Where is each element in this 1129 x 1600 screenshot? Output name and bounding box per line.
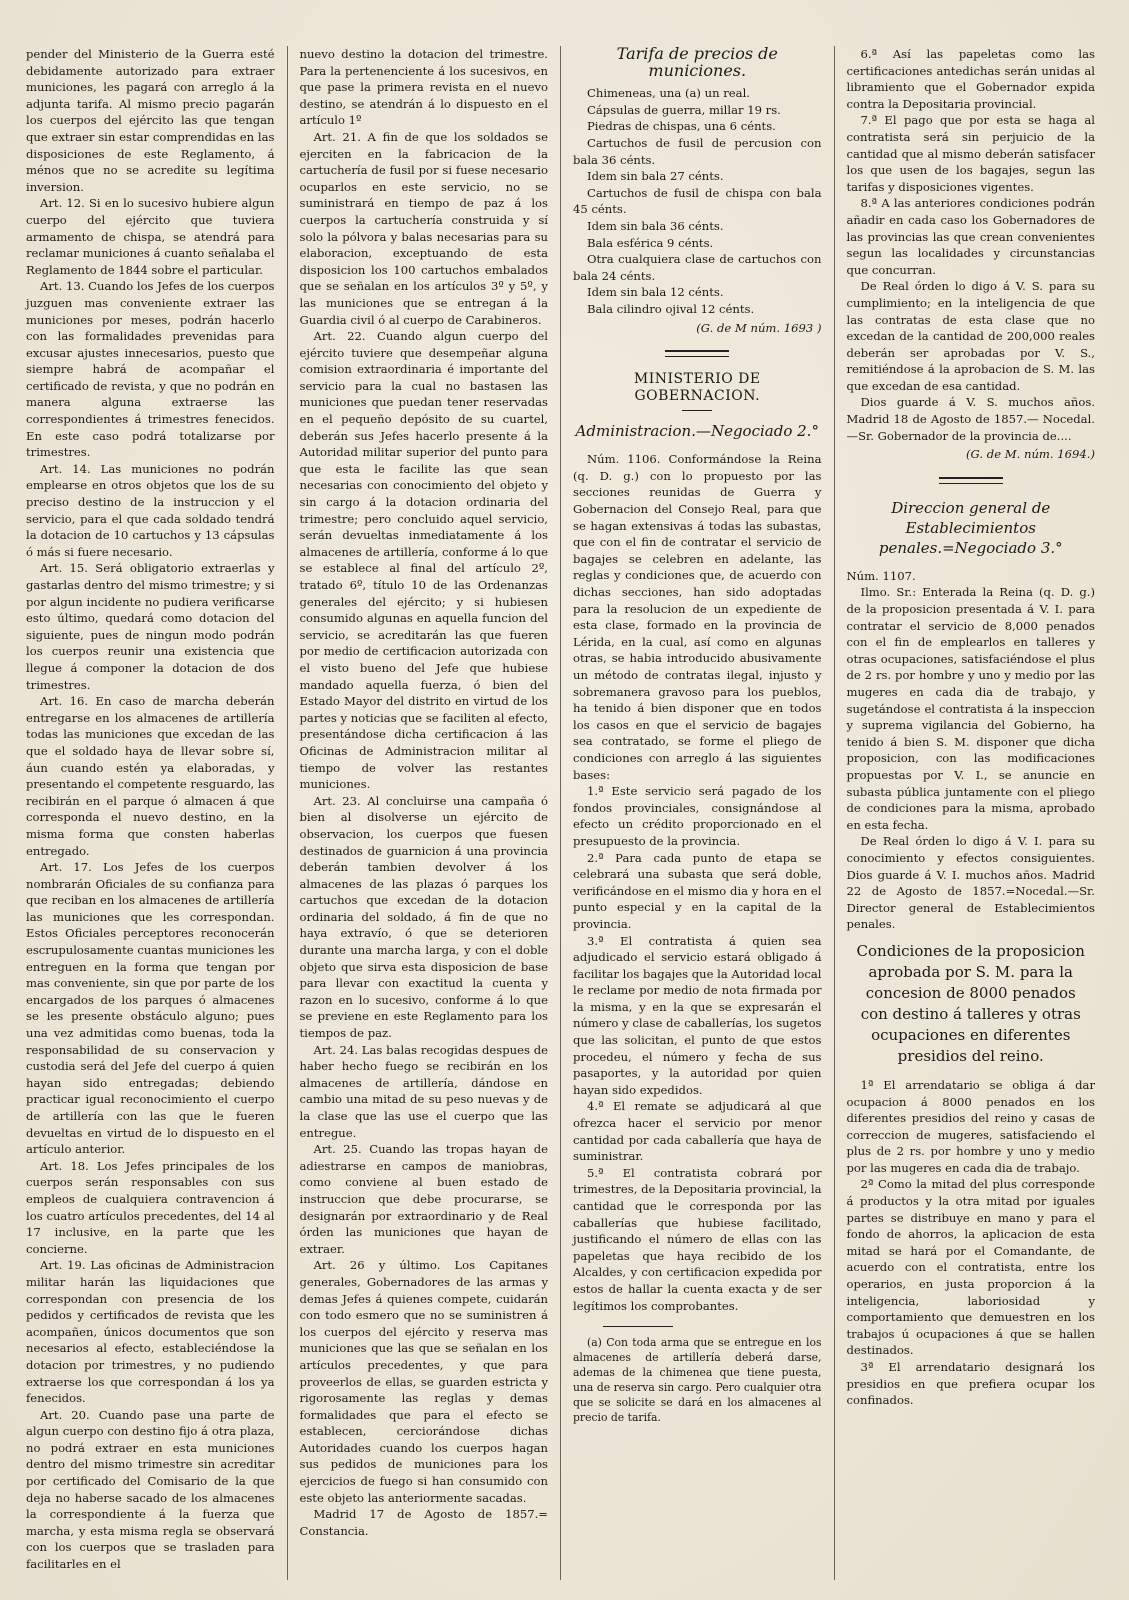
- tariff-list: [573, 85, 822, 317]
- tariff-item: Bala esférica 9 cénts.: [587, 235, 714, 250]
- article-15: Art. 15. Será obligatorio extraerlas y gastarlas dentro del mismo trimestre; y si por algun incidente no pudiera verificarse esto último, quedará como dotacion del siguiente, pues de ningun modo podrán los cuerpos reunir una existencia que llegue á componer la dotacion de dos trimestres.: [26, 561, 275, 692]
- condition-3: 3.ª El contratista á quien sea adjudicado el servicio estará obligado á facilitar los bagajes que la Autoridad local le reclame por medio de nota firmada por la misma, y en la que se expresarán el número y clase de caballerías, los sugetos que las solicitan, el punto de que estos procedeu, el número y fecha de sus pasaportes, y la autoridad por quien hayan sido expedidos.: [573, 933, 822, 1097]
- column-2: [287, 46, 561, 1580]
- column-4: [834, 46, 1108, 1580]
- article-13: Art. 13. Cuando los Jefes de los cuerpos juzguen mas conveniente extraer las municiones por meses, podrán hacerlo con las formalidades prevenidas para excusar ajustes innecesarios, puesto que siempre habrá de acompañar el certificado de revista, y que no podrán en manera alguna extraerse las correspondientes á trimestres fenecidos. En este caso podrá totalizarse por trimestres.: [26, 279, 275, 460]
- signature-date: Madrid 17 de Agosto de 1857.= Constancia.: [299, 1507, 548, 1538]
- column-3: [560, 46, 834, 1580]
- clause-1: 1ª El arrendatario se obliga á dar ocupacion á 8000 penados en los diferentes presidios del reino y casas de correccion de mugeres, satisfaciendo el plus de 2 rs. por hombre y uno y medio por las mugeres en cada dia de trabajo.: [846, 1077, 1095, 1175]
- tariff-item: Idem sin bala 36 cénts.: [587, 218, 724, 233]
- condition-6: 6.ª Así las papeletas como las certificaciones antedichas serán unidas al libramiento que el Gobernador expida contra la Depositaria provincial.: [846, 47, 1095, 111]
- tariff-item: Piedras de chispas, una 6 cénts.: [587, 119, 776, 134]
- clause-3: 3ª El arrendatario designará los presidios en que prefiera ocupar los confinados.: [846, 1360, 1095, 1408]
- paragraph: De Real órden lo digo á V. S. para su cumplimiento; en la inteligencia de que las contratas de esta clase que no excedan de la cantidad de 200,000 reales deberán ser aprobadas por V. S., remitiéndose á la aprobacion de S. M. las que excedan de esa cantidad.: [846, 279, 1095, 393]
- article-14: Art. 14. Las municiones no podrán emplearse en otros objetos que los de su preciso destino de la instruccion y el servicio, para el que cada soldado tendrá la dotacion de 10 cartuchos y 13 cápsulas ó más si fuere necesario.: [26, 461, 275, 559]
- article-22: Art. 22. Cuando algun cuerpo del ejército tuviere que desempeñar alguna comision extraordinaria é importante del servicio para la cual no bastasen las municiones que puedan tener reservadas en el pequeño depósito de su cuartel, deberán sus Jefes hacerlo presente á la Autoridad militar superior del punto para que esta le facilite las que sean necesarias con conocimiento del objeto y sin cargo á la dotacion ordinaria del trimestre; pero concluido aquel servicio, serán devueltas inmediatamente á los almacenes de artillería, conforme á lo que se establece al final del artículo 2º, tratado 6º, título 10 de las Ordenanzas generales del ejército; y si hubiesen consumido algunas en aquella funcion del servicio, se acreditarán las que fueren por medio de certificacion autorizada con el visto bueno del Jefe que hubiese mandado aquella fuerza, ó bien del Estado Mayor del distrito en virtud de los partes y noticias que se faciliten al efecto, presentándose dicha certificacion á las Oficinas de Administracion militar al tiempo de volver las restantes municiones.: [299, 329, 548, 792]
- article-21: Art. 21. A fin de que los soldados se ejerciten en la fabricacion de la cartuchería de fusil por si fuese necesario ocuparlos en este servicio, no se suministrará en tiempo de paz á los cuerpos la cartuchería construida y sí solo la pólvora y balas necesarias para su elaboracion, exceptuando de esta disposicion los 100 cartuchos embalados que se señalan en los artículos 3º y 5º, y las municiones que se entregan á la Guardia civil ó al cuerpo de Carabineros.: [299, 129, 548, 327]
- paragraph: De Real órden lo digo á V. I. para su conocimiento y efectos consiguientes. Dios guarde á V. I. muchos años. Madrid 22 de Agosto de 1857.=Nocedal.—Sr. Director general de Establecimientos penales.: [846, 834, 1095, 932]
- tariff-item: Bala cilindro ojival 12 cénts.: [587, 301, 755, 316]
- section-heading: Direccion general de Establecimientos penales.=Negociado 3.°: [878, 498, 1063, 557]
- article-12: Art. 12. Si en lo sucesivo hubiere algun cuerpo del ejército que tuviera armamento de chispa, se atendrá para reclamar municiones á cuanto señalaba el Reglamento de 1844 sobre el particular.: [26, 196, 275, 277]
- tariff-item: Idem sin bala 27 cénts.: [587, 169, 724, 184]
- article-19: Art. 19. Las oficinas de Administracion militar harán las liquidaciones que correspondan con presencia de los pedidos y certificados de revista que les acompañen, únicos documentos que son necesarios al efecto, estableciéndose la dotacion por trimestres, y no pudiendo extraerse los que correspondan á los ya fenecidos.: [26, 1258, 275, 1406]
- column-1: [14, 46, 287, 1580]
- article-24: Art. 24. Las balas recogidas despues de haber hecho fuego se recibirán en los almacenes de artillería, dándose en cambio una mitad de su peso nuevas y de la clase que las use el cuerpo que las entregue.: [299, 1042, 548, 1140]
- section-divider: [939, 477, 1003, 484]
- footnote-divider: [603, 1326, 673, 1327]
- conditions-title: Condiciones de la proposicion aprobada por S. M. para la concesion de 8000 penados con destino á talleres y otras ocupaciones en diferentes presidios del reino.: [856, 941, 1085, 1065]
- article-16: Art. 16. En caso de marcha deberán entregarse en los almacenes de artillería todas las municiones que excedan de las que el soldado haya de llevar sobre sí, áun cuando estén ya elaboradas, y presentando el competente resguardo, las recibirán en el parque ó almacen á que corresponda el nuevo destino, en la misma forma que consten haberlas entregado.: [26, 694, 275, 858]
- paragraph: Núm. 1106. Conformándose la Reina (q. D. g.) con lo propuesto por las secciones reunidas de Guerra y Gobernacion del Consejo Real, para que se hagan extensivas á todas las subastas, que con el fin de contratar el servicio de bagajes se celebren en adelante, las reglas y condiciones que, de acuerdo con dichas secciones, han sido adoptadas para la resolucion de un expediente de esta clase, formado en la provincia de Lérida, en la cual, así como en algunas otras, se habia introducido abusivamente un método de contratas ilegal, injusto y sobremanera gravoso para los pueblos, ha tenido á bien disponer que en todos los casos en que el servicio de bagajes sea contratado, se forme el pliego de condiciones con arreglo á las siguientes bases:: [573, 452, 822, 782]
- ministry-heading: MINISTERIO DE GOBERNACION.: [633, 371, 761, 404]
- paragraph: Ilmo. Sr.: Enterada la Reina (q. D. g.) de la proposicion presentada á V. I. para contratar el servicio de 8,000 penados con el fin de emplearlos en talleres y otras ocupaciones, satisfaciéndose el plus de 2 rs. por hombre y uno y medio por las mugeres en cada dia de trabajo, y sugetándose el contratista á la inspeccion y suprema vigilancia del Gobierno, ha tenido á bien S. M. disponer que dicha proposicion, con las modificaciones propuestas por V. I., se anuncie en subasta pública juntamente con el pliego de condiciones para la misma, aprobado en esta fecha.: [846, 585, 1095, 832]
- footnote: (a) Con toda arma que se entregue en los almacenes de artillería deberá darse, ademas de la chimenea que tiene puesta, una de reserva sin cargo. Pero cualquier otra que se solicite se dará en los almacenes al precio de tarifa.: [573, 1336, 822, 1425]
- section-divider: [665, 350, 729, 357]
- number-label: Núm. 1107.: [846, 568, 916, 583]
- condition-8: 8.ª A las anteriores condiciones podrán añadir en cada caso los Gobernadores de las provincias las que crean convenientes segun las localidades y circunstancias que concurran.: [846, 196, 1095, 277]
- article-23: Art. 23. Al concluirse una campaña ó bien al disolverse un ejército de observacion, los cuerpos que fuesen destinados de guarnicion á una provincia deberán tambien devolver á los almacenes de las plazas ó parques los cartuchos que excedan de la dotacion ordinaria del soldado, á fin de que no haya extravío, ó que se deterioren durante una marcha larga, y con el doble objeto que sirva esta disposicion de base para llevar con exactitud la cuenta y razon en lo sucesivo, conforme á lo que se previene en este Reglamento para los tiempos de paz.: [299, 793, 548, 1041]
- clause-2: 2ª Como la mitad del plus corresponde á productos y la otra mitad por iguales partes se distribuye en mano y para el fondo de ahorros, la aplicacion de esta mitad se hará por el Comandante, de acuerdo con el contratista, entre los operarios, en justa proporcion á la inteligencia, laboriosidad y comportamiento que demuestren en los trabajos ú ocupaciones á que se hallen destinados.: [846, 1177, 1095, 1358]
- short-divider: [682, 410, 712, 411]
- condition-1: 1.ª Este servicio será pagado de los fondos provinciales, consignándose al efecto un crédito proporcionado en el presupuesto de la provincia.: [573, 784, 822, 848]
- tariff-item: Cartuchos de fusil de chispa con bala 45 cénts.: [573, 185, 822, 217]
- signature: Dios guarde á V. S. muchos años. Madrid 18 de Agosto de 1857.— Nocedal.—Sr. Gobernador de la provincia de....: [846, 395, 1095, 443]
- article-26: Art. 26 y último. Los Capitanes generales, Gobernadores de las armas y demas Jefes á quienes compete, cuidarán con todo esmero que no se suministren á los cuerpos del ejército y reserva mas municiones que las que se señalan en los artículos precedentes, y que para proveerlos de ellas, se guarden estricta y rigorosamente las reglas y demas formalidades que para el efecto se establecen, cerciorándose dichas Autoridades cuando los cuerpos hagan sus pedidos de municiones para los ejercicios de fuego si han consumido con este objeto las anteriormente sacadas.: [299, 1258, 548, 1505]
- tariff-title: Tarifa de precios de municiones.: [616, 46, 778, 80]
- article-25: Art. 25. Cuando las tropas hayan de adiestrarse en campos de maniobras, como conviene al buen estado de instruccion que debe procurarse, se designarán por extraordinario y de Real órden las municiones que hayan de extraer.: [299, 1142, 548, 1256]
- condition-2: 2.ª Para cada punto de etapa se celebrará una subasta que será doble, verificándose en el mismo dia y hora en el punto especial y en la capital de la provincia.: [573, 850, 822, 931]
- paragraph: pender del Ministerio de la Guerra esté debidamente autorizado para extraer municiones, les pagará con arreglo á la adjunta tarifa. Al mismo precio pagarán los cuerpos del ejército las que tengan que extraer sin estar comprendidas en las disposiciones de este Reglamento, á ménos que no se acredite su legítima inversion.: [26, 47, 275, 194]
- section-heading: Administracion.—Negociado 2.°: [575, 422, 819, 441]
- tariff-item: Idem sin bala 12 cénts.: [587, 285, 724, 300]
- tariff-item: Otra cualquiera clase de cartuchos con bala 24 cénts.: [573, 252, 822, 283]
- tariff-item: Chimeneas, una (a) un real.: [587, 86, 750, 101]
- article-18: Art. 18. Los Jefes principales de los cuerpos serán responsables con sus empleos de cualquiera contravencion á los cuatro artículos precedentes, del 14 al 17 inclusive, en la parte que les concierne.: [26, 1158, 275, 1256]
- article-20: Art. 20. Cuando pase una parte de algun cuerpo con destino fijo á otra plaza, no podrá extraer en esta municiones dentro del mismo trimestre sin acreditar por certificado del Comisario de la que deja no haberse sacado de los almacenes la correspondiente á la fuerza que marcha, y esta misma regla se observará con los cuerpos que se trasladen para facilitarles en el: [26, 1407, 275, 1572]
- paragraph: nuevo destino la dotacion del trimestre. Para la pertenenciente á los sucesivos, en que pase la primera revista en el nuevo destino, se atendrán á lo dispuesto en el artículo 1º: [299, 47, 548, 128]
- condition-7: 7.ª El pago que por esta se haga al contratista será sin perjuicio de la cantidad que al mismo deberán satisfacer los que usen de los bagajes, segun las tarifas y disposiciones vigentes.: [846, 113, 1095, 194]
- gazette-citation: (G. de M núm. 1693 ): [696, 320, 822, 335]
- gazette-citation: (G. de M. núm. 1694.): [966, 447, 1095, 462]
- article-17: Art. 17. Los Jefes de los cuerpos nombrarán Oficiales de su confianza para que reciban en los almacenes de artillería las municiones que les correspondan. Estos Oficiales perceptores reconocerán escrupulosamente cuantas municiones les entreguen en la forma que tengan por mas conveniente, sin que por parte de los encargados de los parques ó almacenes se les presente obstáculo alguno; pues una vez admitidas como buenas, toda la responsabilidad de su conservacion y custodia será del Jefe del cuerpo á quien hayan sido entregadas; debiendo practicar igual reconocimiento el cuerpo de artillería con las que le fueren devueltas en virtud de lo dispuesto en el artículo anterior.: [26, 860, 275, 1157]
- condition-5: 5.ª El contratista cobrará por trimestres, de la Depositaria provincial, la cantidad que le corresponda por las caballerías que hubiese facilitado, justificando el número de ellas con las papeletas que haya recibido de los Alcaldes, y con certificacion expedida por estos de hallar la cuenta exacta y de ser legítimos los comprobantes.: [573, 1165, 822, 1313]
- tariff-item: Cartuchos de fusil de percusion con bala 36 cénts.: [573, 135, 822, 167]
- condition-4: 4.ª El remate se adjudicará al que ofrezca hacer el servicio por menor cantidad por cada caballería que haya de suministrar.: [573, 1099, 822, 1164]
- tariff-item: Cápsulas de guerra, millar 19 rs.: [587, 102, 781, 117]
